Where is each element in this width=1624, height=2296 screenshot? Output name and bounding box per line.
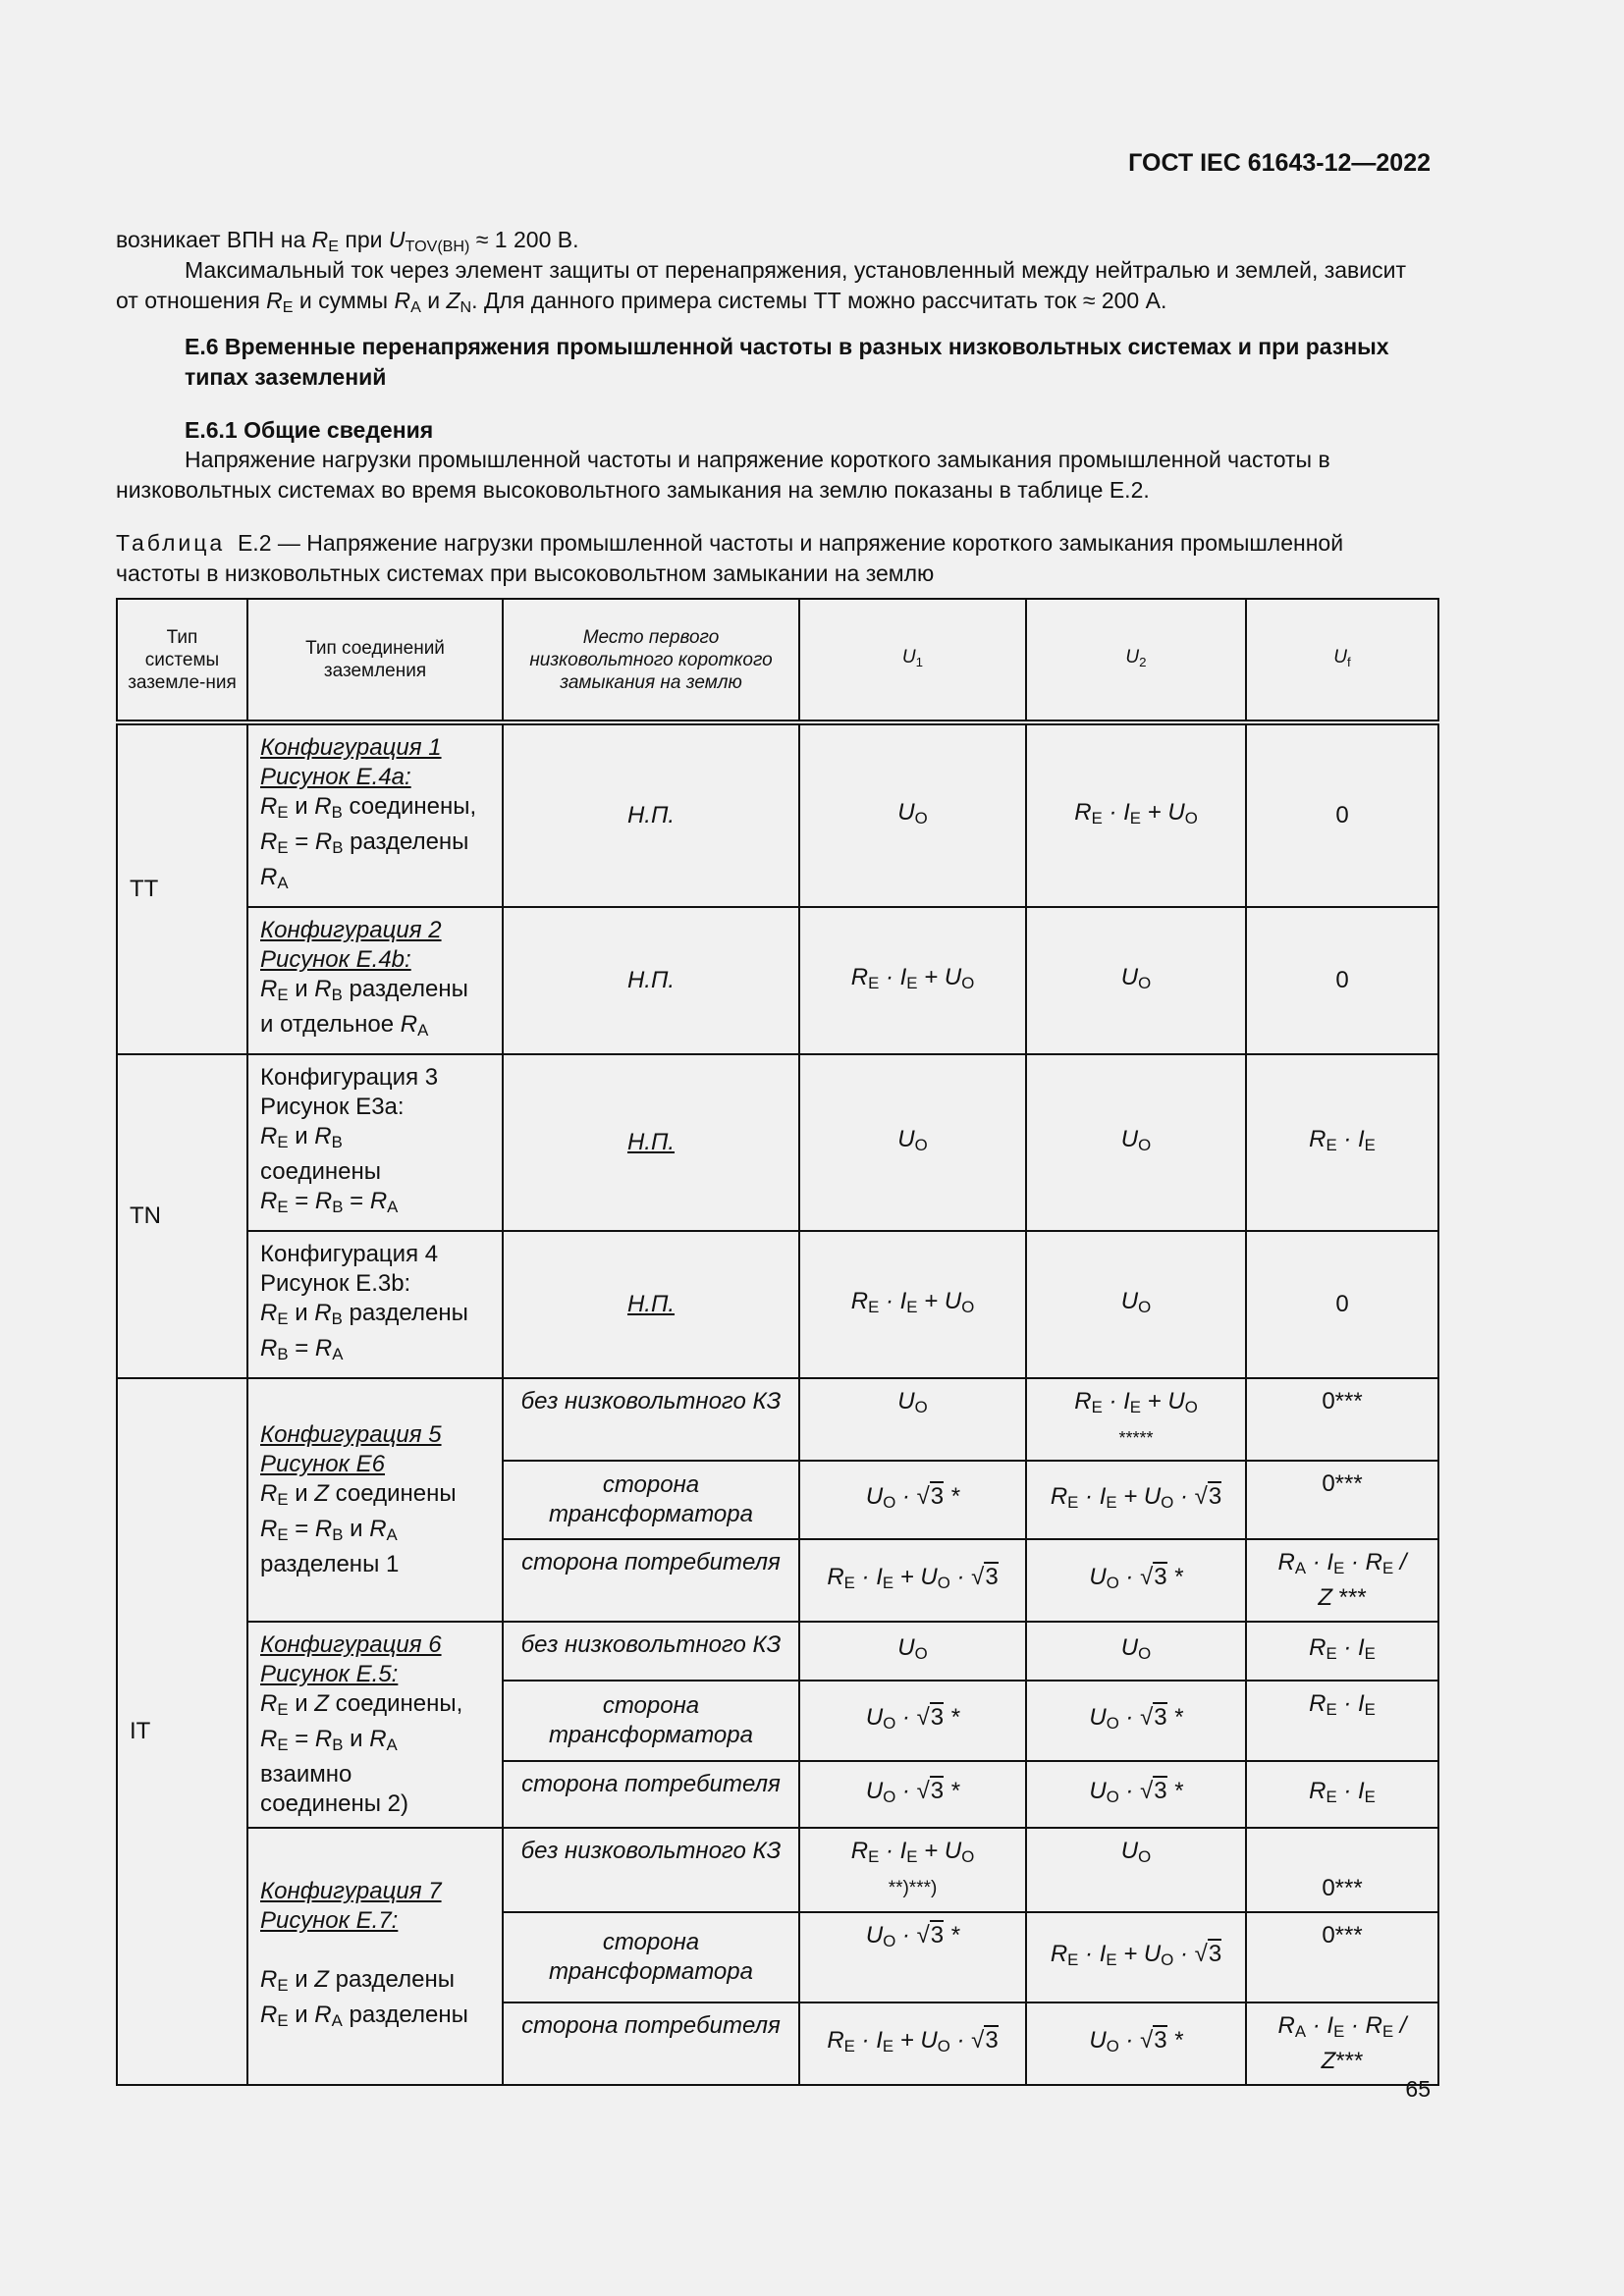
- cell-u1: UO: [799, 722, 1026, 907]
- place-no-short: без низковольтного КЗ: [503, 1378, 799, 1461]
- place-transformer: сторона трансформатора: [503, 1912, 799, 2002]
- table-caption: [116, 528, 1432, 589]
- cell-u1: UO: [799, 1378, 1026, 1461]
- cell-u2: UO: [1026, 1622, 1246, 1681]
- cell-u1: UO · √3 *: [799, 1681, 1026, 1761]
- place-np: Н.П.: [503, 1054, 799, 1231]
- cell-uf: 0: [1246, 1231, 1438, 1378]
- place-transformer: сторона трансформатора: [503, 1461, 799, 1539]
- cell-u1: UO · √3 *: [799, 1761, 1026, 1828]
- cell-uf: 0***: [1246, 1828, 1438, 1912]
- group-it: IT: [117, 1378, 247, 2085]
- section-e61-heading: E.6.1 Общие сведения: [185, 417, 434, 443]
- header-fault-place: Место первого низковольтного короткого замыкания на землю: [503, 599, 799, 722]
- cell-u1: RE · IE + UO · √3: [799, 1539, 1026, 1622]
- document-header: ГОСТ IEC 61643-12—2022: [1128, 149, 1431, 177]
- paragraph-3: Напряжение нагрузки промышленной частоты и напряжение короткого замыкания промышленной частоты в низковольтных системах во время высоковольтного замыкания на землю показаны в таблице Е.2.: [116, 447, 1330, 503]
- group-tt: TT: [117, 722, 247, 1054]
- cell-uf: RE · IE: [1246, 1622, 1438, 1681]
- cell-uf: 0***: [1246, 1461, 1438, 1539]
- cell-u2: UO · √3 *: [1026, 1539, 1246, 1622]
- cell-u2: UO: [1026, 907, 1246, 1054]
- config-5: Конфигурация 5 Рисунок E6 RE и Z соединены RE = RB и RA разделены 1: [247, 1378, 503, 1622]
- cell-u2: RE · IE + UO · √3: [1026, 1461, 1246, 1539]
- cell-u2: RE · IE + UO *****: [1026, 1378, 1246, 1461]
- header-u2: $U_2$: [1026, 599, 1246, 722]
- config-6: Конфигурация 6 Рисунок E.5: RE и Z соединены, RE = RB и RA взаимно соединены 2): [247, 1622, 503, 1828]
- cell-u1: UO: [799, 1622, 1026, 1681]
- cell-u1: UO · √3 *: [799, 1912, 1026, 2002]
- page-number: 65: [1405, 2076, 1431, 2102]
- cell-u2: UO · √3 *: [1026, 2002, 1246, 2085]
- cell-u1: UO: [799, 1054, 1026, 1231]
- cell-uf: RA · IE · RE / Z***: [1246, 2002, 1438, 2085]
- cell-uf: 0***: [1246, 1378, 1438, 1461]
- place-no-short: без низковольтного КЗ: [503, 1622, 799, 1681]
- cell-uf: RE · IE: [1246, 1054, 1438, 1231]
- paragraph-1: возникает ВПН на RE при UTOV(BH) ≈ 1 200 В.: [116, 227, 579, 255]
- cell-u2: RE · IE + UO · √3: [1026, 1912, 1246, 2002]
- place-np: Н.П.: [503, 907, 799, 1054]
- place-no-short: без низковольтного КЗ: [503, 1828, 799, 1912]
- header-connection-type: Тип соединений заземления: [247, 599, 503, 722]
- cell-uf: 0***: [1246, 1912, 1438, 2002]
- config-1: Конфигурация 1 Рисунок E.4a: RE и RB соединены, RE = RB разделены RA: [247, 722, 503, 907]
- cell-uf: 0: [1246, 722, 1438, 907]
- place-consumer: сторона потребителя: [503, 1539, 799, 1622]
- section-e6-heading: E.6 Временные перенапряжения промышленной частоты в разных низковольтных системах и при разных типах заземлений: [185, 334, 1389, 390]
- cell-u1: RE · IE + UO **)***): [799, 1828, 1026, 1912]
- config-7: Конфигурация 7 Рисунок E.7: RE и Z разделены RE и RA разделены: [247, 1828, 503, 2085]
- header-u1: $U_1$: [799, 599, 1026, 722]
- config-4: Конфигурация 4 Рисунок E.3b: RE и RB разделены RB = RA: [247, 1231, 503, 1378]
- cell-u1: RE · IE + UO: [799, 907, 1026, 1054]
- place-consumer: сторона потребителя: [503, 1761, 799, 1828]
- place-consumer: сторона потребителя: [503, 2002, 799, 2085]
- cell-u2: UO: [1026, 1054, 1246, 1231]
- cell-u1: UO · √3 *: [799, 1461, 1026, 1539]
- cell-u2: UO: [1026, 1231, 1246, 1378]
- config-2: Конфигурация 2 Рисунок E.4b: RE и RB разделены и отдельное RA: [247, 907, 503, 1054]
- cell-uf: RE · IE: [1246, 1761, 1438, 1828]
- config-3: Конфигурация 3 Рисунок E3a: RE и RB соединены RE = RB = RA: [247, 1054, 503, 1231]
- cell-u2: UO · √3 *: [1026, 1761, 1246, 1828]
- place-np: Н.П.: [503, 1231, 799, 1378]
- cell-u2: RE · IE + UO: [1026, 722, 1246, 907]
- overvoltage-table: [116, 598, 1439, 2086]
- paragraph-2: Максимальный ток через элемент защиты от перенапряжения, установленный между нейтралью и землей, зависит от отношения RE и суммы RA и ZN. Для данного примера системы ТТ можно рассчитать ток ≈ 200 А.: [116, 257, 1407, 316]
- cell-u2: UO · √3 *: [1026, 1681, 1246, 1761]
- cell-uf: RA · IE · RE / Z ***: [1246, 1539, 1438, 1622]
- cell-u1: RE · IE + UO · √3: [799, 2002, 1026, 2085]
- cell-uf: RE · IE: [1246, 1681, 1438, 1761]
- table-caption-text: Е.2 — Напряжение нагрузки промышленной частоты и напряжение короткого замыкания промышленной частоты в низковольтных системах при высоковольтном замыкании на землю: [116, 530, 1344, 586]
- place-transformer: сторона трансформатора: [503, 1681, 799, 1761]
- cell-uf: 0: [1246, 907, 1438, 1054]
- header-uf: $U_f$: [1246, 599, 1438, 722]
- cell-u1: RE · IE + UO: [799, 1231, 1026, 1378]
- header-system-type: Тип системы заземле-ния: [117, 599, 247, 722]
- table-caption-prefix: Таблица: [116, 530, 226, 556]
- cell-u2: UO: [1026, 1828, 1246, 1912]
- place-np: Н.П.: [503, 722, 799, 907]
- group-tn: TN: [117, 1054, 247, 1378]
